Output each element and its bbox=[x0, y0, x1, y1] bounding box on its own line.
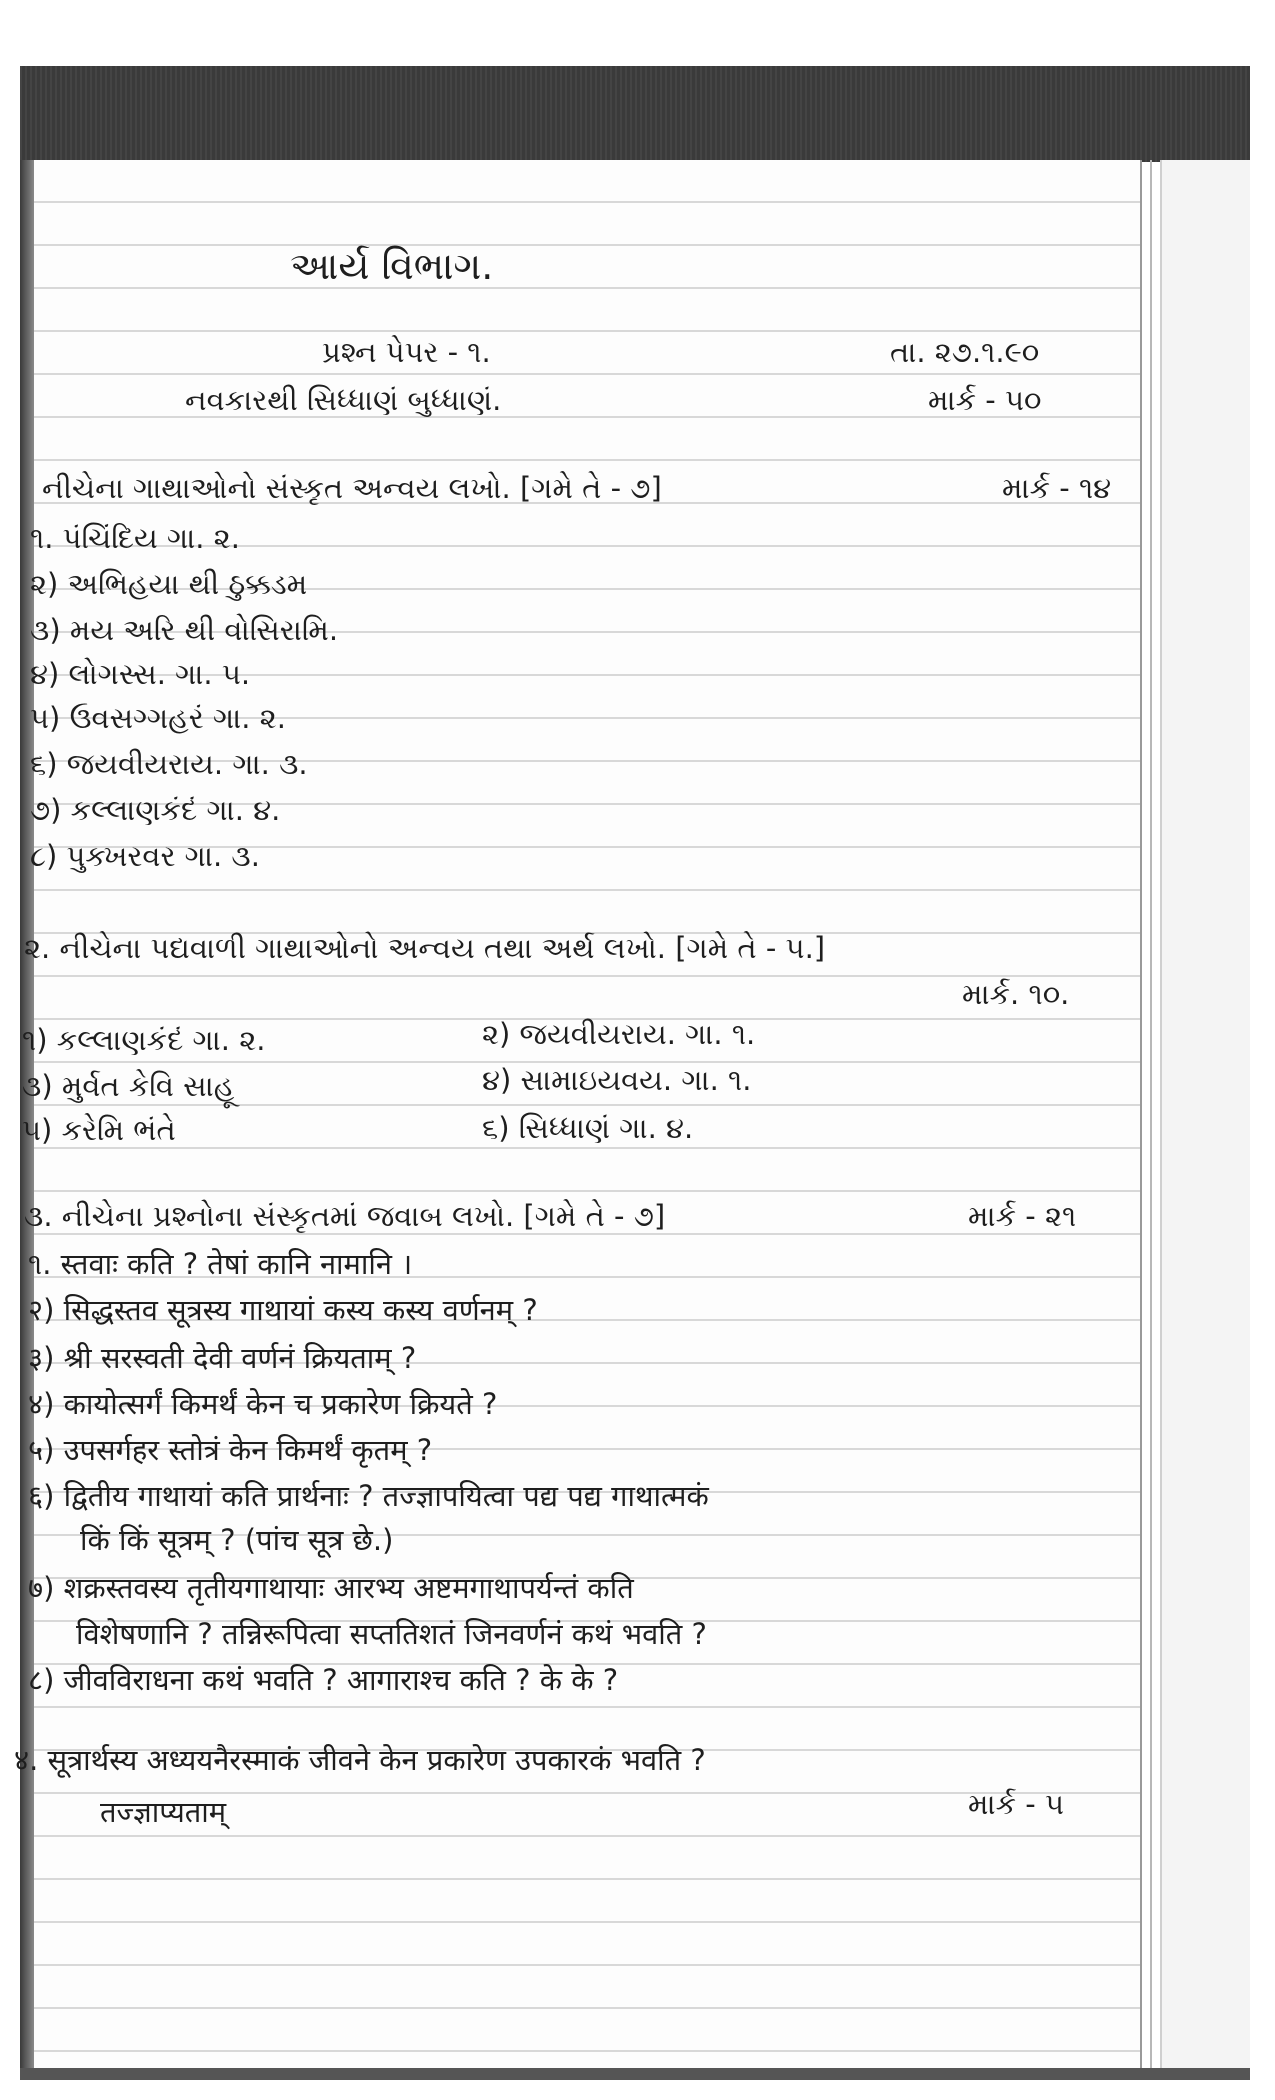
q3-item: ७) शक्रस्तवस्य तृतीयगाथायाः आरभ्य अष्टमगाथापर्यन्तं कति bbox=[28, 1571, 634, 1605]
q3-heading: ૩. નીચેના પ્રશ્નોના સંસ્કૃતમાં જવાબ લખો. [ગમે તે - ૭] bbox=[24, 1199, 666, 1233]
q1-item: ૪) લોગસ્સ. ગા. ૫. bbox=[30, 657, 251, 691]
q3-marks: માર્ક - ૨૧ bbox=[968, 1199, 1077, 1233]
page-edge-line bbox=[1140, 160, 1142, 2068]
q1-item: ૩) મય અરિ થી વોસિરામિ. bbox=[30, 613, 339, 647]
q1-item: ૮) પુક્ખરવર ગા. ૩. bbox=[30, 839, 260, 873]
q2-item: ૧) કલ્લાણકંદં ગા. ૨. bbox=[22, 1023, 266, 1057]
scan-bottom-band bbox=[20, 2068, 1250, 2080]
page-edge-line bbox=[1160, 160, 1162, 2068]
q2-item: ૨) જયવીયરાય. ગા. ૧. bbox=[482, 1017, 756, 1051]
q2-item: ૩) મુર્વત કેવિ સાહૂ bbox=[22, 1069, 235, 1103]
paper-total-marks: માર્ક - ૫૦ bbox=[928, 383, 1042, 417]
q3-item: ३) श्री सरस्वती देवी वर्णनं क्रियताम् ? bbox=[28, 1341, 417, 1375]
q4-question-continuation: तज्ज्ञाप्यताम् bbox=[100, 1795, 227, 1829]
scan-top-band bbox=[20, 66, 1250, 162]
q3-item-continuation: विशेषणानि ? तन्निरूपित्वा सप्ततिशतं जिनवर्णनं कथं भवति ? bbox=[76, 1617, 707, 1651]
q1-item: ૨) અભિહયા થી ઠુક્કડમ bbox=[30, 567, 308, 601]
q1-marks: માર્ક - ૧૪ bbox=[1002, 471, 1112, 505]
q3-item: २) सिद्धस्तव सूत्रस्य गाथायां कस्य कस्य वर्णनम् ? bbox=[28, 1293, 538, 1327]
q2-marks: માર્ક. ૧૦. bbox=[962, 977, 1070, 1011]
paper-date: તા. ૨૭.૧.૯૦ bbox=[890, 335, 1040, 369]
q3-item-continuation: किं किं सूत्रम् ? (पांच सूत्र छे.) bbox=[80, 1523, 394, 1557]
paper-subject: નવકારથી સિધ્ધાણં બુધ્ધાણં. bbox=[185, 383, 502, 417]
q1-item: ૧. પંચિંદિય ગા. ૨. bbox=[30, 521, 240, 555]
q1-item: ૭) કલ્લાણકંદં ગા. ૪. bbox=[30, 793, 281, 827]
q2-item: ૬) સિધ્ધાણં ગા. ૪. bbox=[482, 1111, 694, 1145]
q3-item: ८) जीवविराधना कथं भवति ? आगाराश्च कति ? के के ? bbox=[28, 1663, 619, 1697]
q2-item: ૪) સામાઇયવય. ગા. ૧. bbox=[482, 1063, 752, 1097]
q2-heading: ૨. નીચેના પદ્યવાળી ગાથાઓનો અન્વય તથા અર્થ લખો. [ગમે તે - ૫.] bbox=[24, 931, 826, 965]
q2-item: ૫) કરેમિ ભંતે bbox=[22, 1113, 176, 1147]
q3-item: ૧. स्तवाः कति ? तेषां कानि नामानि । bbox=[28, 1247, 413, 1281]
paper-number: પ્રશ્ન પેપર - ૧. bbox=[322, 335, 491, 369]
q3-item: ४) कायोत्सर्गं किमर्थं केन च प्रकारेण क्रियते ? bbox=[28, 1387, 498, 1421]
document-title: આર્ય વિભાગ. bbox=[290, 244, 494, 288]
q4-marks: માર્ક - ૫ bbox=[968, 1787, 1065, 1821]
q1-heading: નીચેના ગાથાઓનો સંસ્કૃત અન્વય લખો. [ગમે તે - ૭] bbox=[42, 471, 662, 505]
stacked-page-edges bbox=[1162, 160, 1250, 2068]
q1-item: ૬) જયવીયરાય. ગા. ૩. bbox=[30, 747, 308, 781]
q3-item: ६) द्वितीय गाथायां कति प्रार्थनाः ? तज्ज्ञापयित्वा पद्य पद्य गाथात्मकं bbox=[28, 1479, 709, 1513]
q4-question: ४. सूत्रार्थस्य अध्ययनैरस्माकं जीवने केन प्रकारेण उपकारकं भवति ? bbox=[14, 1743, 706, 1777]
q1-item: ૫) ઉવસગ્ગહરં ગા. ૨. bbox=[30, 701, 286, 735]
q3-item: ५) उपसर्गहर स्तोत्रं केन किमर्थं कृतम् ? bbox=[28, 1433, 433, 1467]
page-edge-line bbox=[1150, 160, 1152, 2068]
